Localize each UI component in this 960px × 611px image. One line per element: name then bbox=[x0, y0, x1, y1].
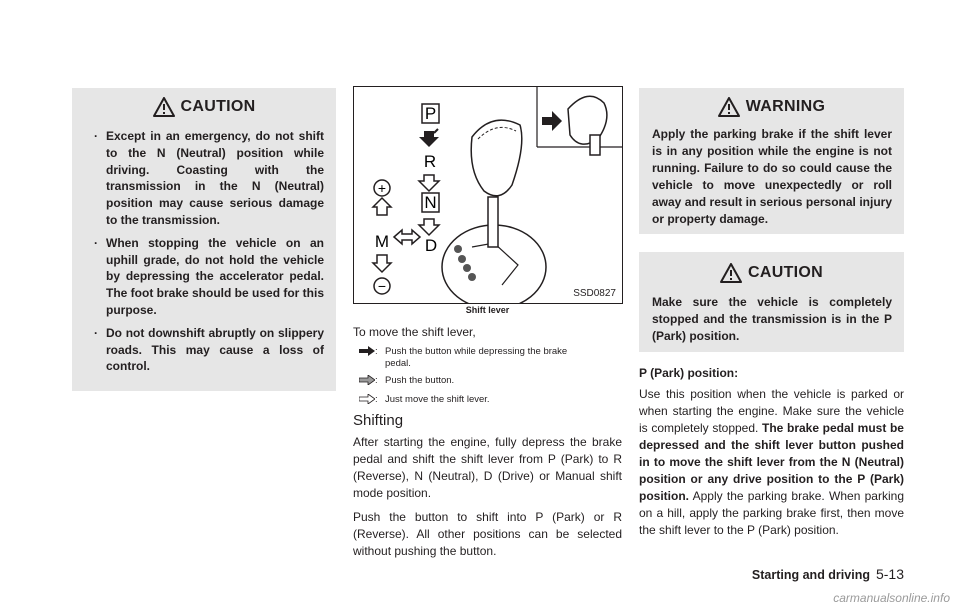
warning-triangle-icon bbox=[153, 97, 175, 117]
caution-header bbox=[639, 252, 904, 294]
caution-header bbox=[72, 88, 336, 126]
caution-text: Make sure the vehicle is completely stopped and the transmission is in the P (Park) position. bbox=[652, 295, 892, 343]
label-minus: − bbox=[377, 278, 387, 294]
caution-title: CAUTION bbox=[748, 264, 823, 281]
legend-intro: To move the shift lever, bbox=[353, 325, 476, 339]
warning-title: WARNING bbox=[745, 98, 826, 115]
section-heading: P (Park) position: bbox=[639, 366, 739, 380]
figure-code: SSD0827 bbox=[573, 288, 616, 299]
shift-lever-figure bbox=[353, 86, 623, 304]
footer-section: Starting and driving bbox=[751, 568, 870, 582]
legend bbox=[353, 324, 622, 413]
label-d: D bbox=[424, 236, 438, 255]
list-item: . Except in an emergency, do not shift to the N (Neutral) position while driving. Coasting with the transmission in the N (Neutral) position may cause serious damage to the transmission. bbox=[86, 128, 324, 229]
black-arrow-icon bbox=[359, 346, 375, 356]
label-m: M bbox=[374, 232, 390, 251]
caution-box-right bbox=[639, 252, 904, 352]
list-item: . When stopping the vehicle on an uphill grade, do not hold the vehicle by depressing the accelerator pedal. The foot brake should be used for this purpose. bbox=[86, 235, 324, 319]
label-p: P bbox=[424, 104, 437, 123]
section-heading: Shifting bbox=[353, 412, 404, 429]
caution-list bbox=[86, 128, 324, 375]
label-n: N bbox=[424, 193, 437, 212]
list-item: : Push the button. bbox=[353, 375, 622, 389]
warning-header bbox=[639, 88, 904, 126]
park-paragraph: Use this position when the vehicle is parked or when starting the engine. Make sure the vehicle is completely stopped. The brake pedal must be depressed and the shift lever button pushed in to move the shift lever from the N (Neutral) position or any drive position to the P (Park) position. Apply the parking brake. When parking on a hill, apply the parking brake first, then move the shift lever to the P (Park) position. bbox=[639, 387, 904, 537]
list-item: : Push the button while depressing the brake pedal. bbox=[353, 346, 622, 370]
caution-box-left bbox=[72, 88, 336, 374]
black-arrow-icon bbox=[419, 131, 439, 147]
list-item: . Do not downshift abruptly on slippery roads. This may cause a loss of control. bbox=[86, 325, 324, 375]
warning-triangle-icon bbox=[720, 263, 742, 283]
page-number: 5-13 bbox=[875, 566, 904, 582]
label-r: R bbox=[423, 152, 437, 171]
warning-text: Apply the parking brake if the shift lever is in any position while the engine is not running. Failure to do so could cause the vehicle to move unexpectedly or roll away and result in serious personal injury or property damage. bbox=[652, 127, 892, 226]
outline-arrow-icon bbox=[359, 394, 375, 404]
shift-lever-diagram bbox=[354, 87, 622, 303]
park-section bbox=[639, 366, 904, 539]
caution-title: CAUTION bbox=[180, 98, 256, 115]
warning-triangle-icon bbox=[718, 97, 740, 117]
page-footer bbox=[752, 566, 904, 582]
shifting-para-2: Push the button to shift into P (Park) or R (Reverse). All other positions can be selected without pushing the button. bbox=[353, 510, 622, 558]
watermark: carmanualsonline.info bbox=[833, 591, 950, 605]
warning-box bbox=[639, 88, 904, 234]
figure-caption: Shift lever bbox=[465, 305, 510, 315]
shifting-section bbox=[353, 412, 622, 560]
shifting-para-1: After starting the engine, fully depress the brake pedal and shift the shift lever from P (Park) to R (Reverse), N (Neutral), D (Drive) or Manual shift mode position. bbox=[353, 435, 622, 500]
list-item: : Just move the shift lever. bbox=[353, 394, 622, 408]
label-plus: + bbox=[377, 180, 387, 196]
gray-arrow-icon bbox=[359, 375, 375, 385]
